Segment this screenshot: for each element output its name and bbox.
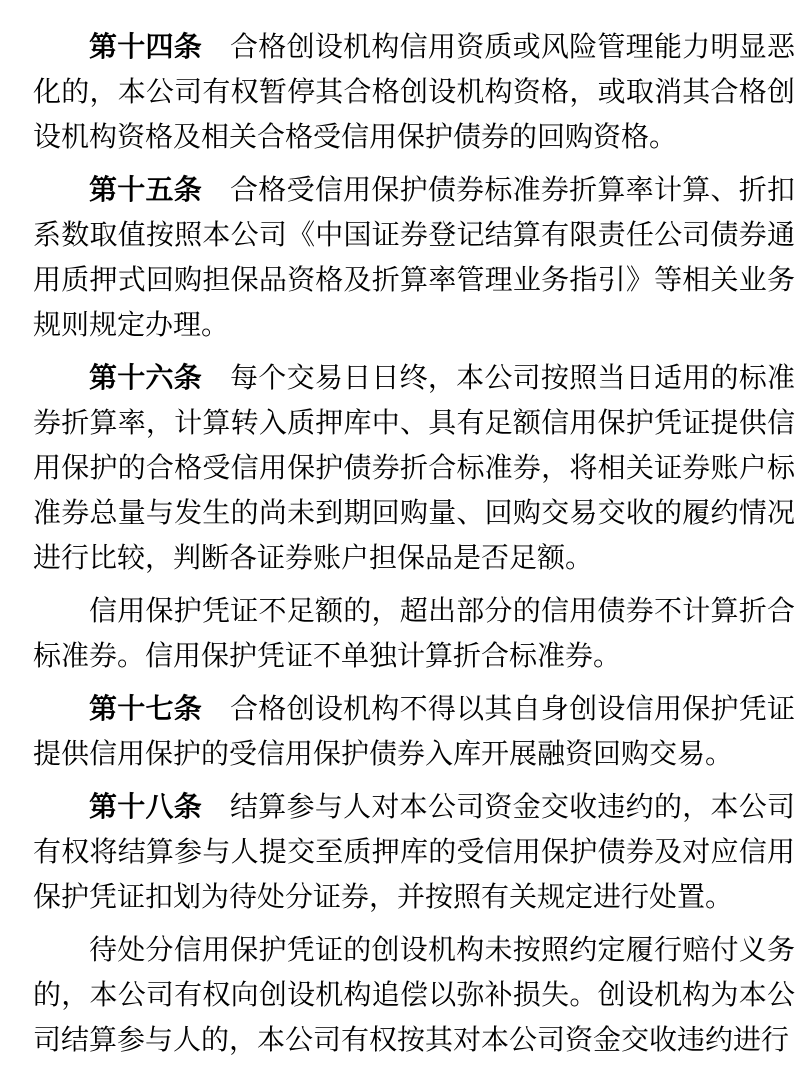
paragraph-text: 结算参与人对本公司资金交收违约的，本公司有权将结算参与人提交至质押库的受信用保护债券及对应信用保护凭证扣划为待处分证券，并按照有关规定进行处置。: [33, 790, 795, 913]
paragraph-article-14: [33, 24, 795, 159]
paragraph-pending-disposal: [33, 927, 795, 1062]
paragraph-article-16: [33, 355, 795, 580]
paragraph-credit-protection-shortfall: [33, 588, 795, 678]
paragraph-text: 合格创设机构不得以其自身创设信用保护凭证提供信用保护的受信用保护债券入库开展融资回购交易。: [33, 692, 795, 770]
paragraph-text: 合格创设机构信用资质或风险管理能力明显恶化的，本公司有权暂停其合格创设机构资格，或取消其合格创设机构资格及相关合格受信用保护债券的回购资格。: [33, 30, 795, 153]
article-number: 第十八条: [89, 790, 203, 823]
paragraph-article-15: [33, 167, 795, 347]
paragraph-article-18: [33, 784, 795, 919]
paragraph-text: 信用保护凭证不足额的，超出部分的信用债券不计算折合标准券。信用保护凭证不单独计算折合标准券。: [33, 594, 795, 672]
paragraph-text: 待处分信用保护凭证的创设机构未按照约定履行赔付义务的，本公司有权向创设机构追偿以弥补损失。创设机构为本公司结算参与人的，本公司有权按其对本公司资金交收违约进行: [33, 933, 795, 1056]
article-number: 第十七条: [89, 692, 203, 725]
article-number: 第十五条: [89, 173, 203, 206]
paragraph-text: 合格受信用保护债券标准券折算率计算、折扣系数取值按照本公司《中国证券登记结算有限责任公司债券通用质押式回购担保品资格及折算率管理业务指引》等相关业务规则规定办理。: [33, 173, 795, 341]
paragraph-article-17: [33, 686, 795, 776]
paragraph-text: 每个交易日日终，本公司按照当日适用的标准券折算率，计算转入质押库中、具有足额信用保护凭证提供信用保护的合格受信用保护债券折合标准券，将相关证券账户标准券总量与发生的尚未到期回购量、回购交易交收的履约情况进行比较，判断各证券账户担保品是否足额。: [33, 361, 795, 574]
article-number: 第十四条: [89, 30, 203, 63]
article-number: 第十六条: [89, 361, 203, 394]
